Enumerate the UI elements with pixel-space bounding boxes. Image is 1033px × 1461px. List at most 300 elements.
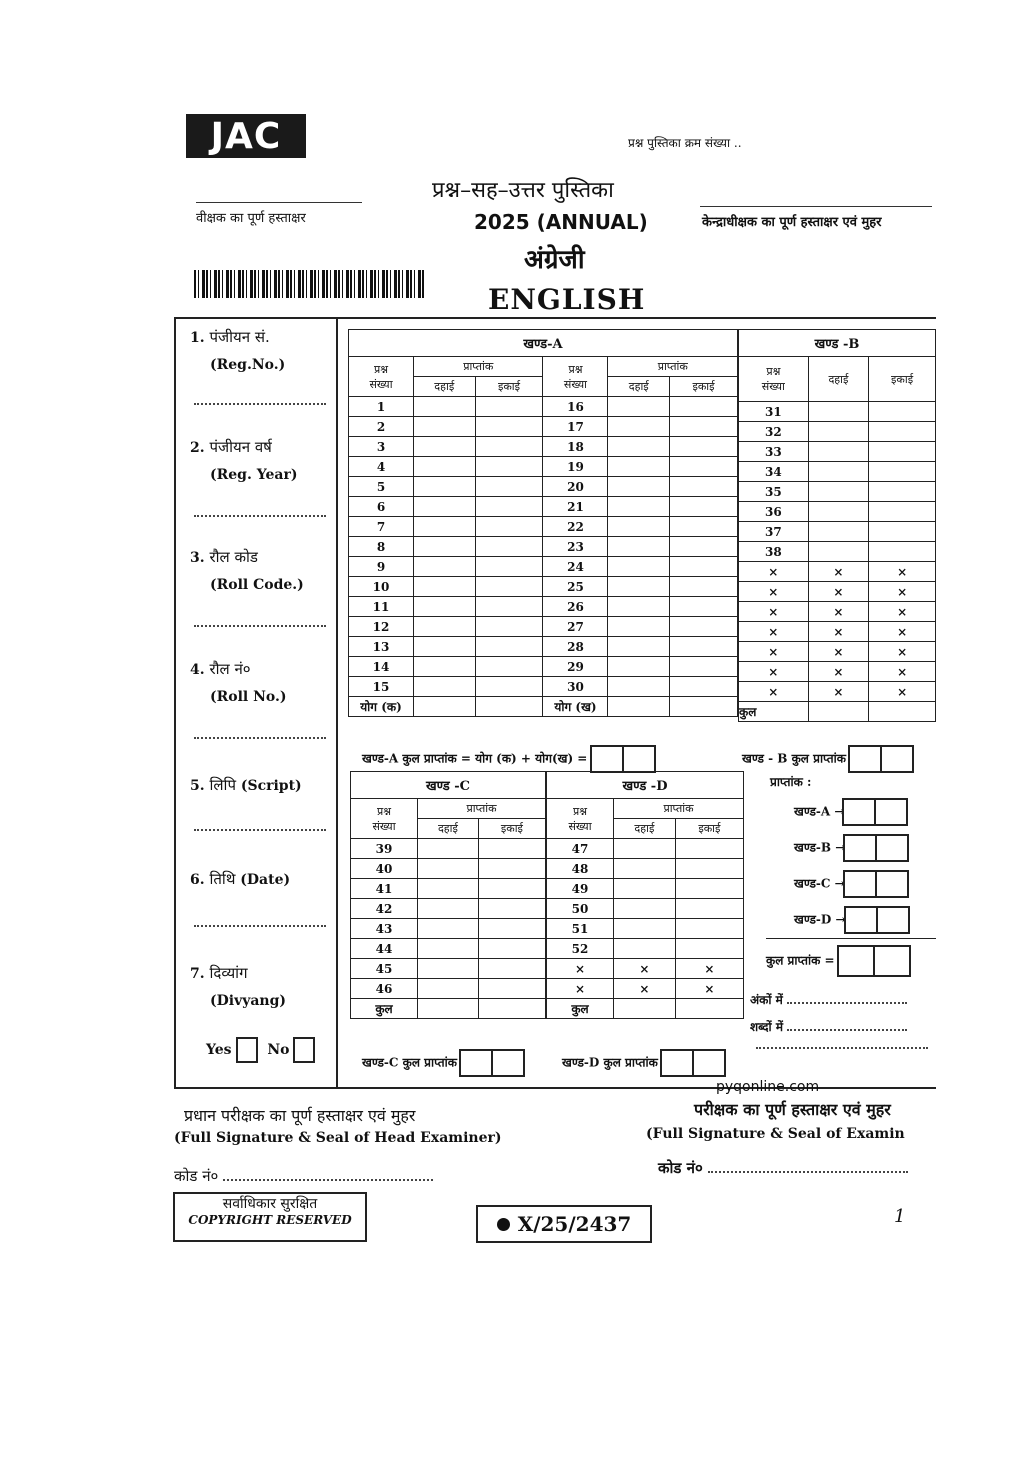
superintendent-sign-line [700,206,932,207]
cross-mark: × [739,662,809,682]
table-row [739,462,936,482]
question-number: 5 [349,477,414,497]
marks-cell[interactable] [670,657,738,677]
table-row [349,437,738,457]
table-row [739,542,936,562]
in-digits-input[interactable] [787,1002,907,1004]
question-number: 25 [543,577,608,597]
question-number: 14 [349,657,414,677]
cross-mark: × [808,682,869,702]
table-row [739,582,936,602]
marks-cell[interactable] [475,397,543,417]
marks-cell[interactable] [808,522,869,542]
question-number: 10 [349,577,414,597]
marks-cell[interactable] [608,617,670,637]
marks-cell[interactable] [475,697,543,717]
marks-header: प्राप्तांक [418,799,546,819]
q-no-header: प्रश्न संख्या [547,799,614,839]
cross-mark: × [739,642,809,662]
tens-header: दहाई [614,819,676,839]
marks-cell[interactable] [869,422,936,442]
marks-cell[interactable] [414,537,476,557]
cross-mark: × [869,642,936,662]
table-row [349,417,738,437]
units-header: इकाई [478,819,545,839]
table-row [547,859,744,879]
page-number: 1 [894,1206,906,1227]
table-row [351,979,546,999]
table-row [351,859,546,879]
question-number: 11 [349,597,414,617]
question-number: 17 [543,417,608,437]
cross-mark: × [869,622,936,642]
divyang-yes-box[interactable] [236,1037,258,1063]
marks-cell[interactable] [418,939,479,959]
section-b-rows [739,402,936,702]
marks-cell[interactable] [475,597,543,617]
marks-summary [750,773,936,1049]
cross-mark: × [739,582,809,602]
marks-cell[interactable] [675,859,743,879]
in-words-input-line-2[interactable] [756,1047,928,1049]
marks-cell[interactable] [608,577,670,597]
table-row [349,617,738,637]
cross-mark: × [547,959,614,979]
table-row [351,919,546,939]
table-row [547,919,744,939]
question-number: 9 [349,557,414,577]
question-number: 38 [739,542,809,562]
tens-header: दहाई [418,819,479,839]
head-examiner-code: कोड नं० [174,1166,433,1186]
table-row [349,457,738,477]
question-number: 19 [543,457,608,477]
grand-total-row: कुल प्राप्तांक = [766,938,936,977]
question-number: 30 [543,677,608,697]
summary-section-label: खण्ड-D [794,912,832,927]
units-header: इकाई [869,357,936,402]
marks-cell[interactable] [478,919,545,939]
section-a-rows [349,397,738,697]
summary-heading: प्राप्तांक : [770,775,812,789]
marks-cell[interactable] [414,517,476,537]
cross-mark: × [614,959,676,979]
tens-header: दहाई [414,377,476,397]
marks-cell[interactable] [414,657,476,677]
examiner-code: कोड नं० [658,1158,908,1178]
table-row [349,597,738,617]
marks-cell[interactable] [670,637,738,657]
booklet-serial-label: प्रश्न पुस्तिका क्रम संख्या .. [628,136,742,150]
marks-cell[interactable] [675,839,743,859]
question-number: 13 [349,637,414,657]
table-row [351,939,546,959]
table-row [349,637,738,657]
marks-cell[interactable] [418,979,479,999]
section-b-heading: खण्ड -B [739,330,936,357]
date-input[interactable] [194,925,326,927]
bullet-icon [497,1218,510,1231]
head-examiner-label-hi: प्रधान परीक्षक का पूर्ण हस्ताक्षर एवं मुहर [184,1106,416,1125]
marks-cell[interactable] [608,497,670,517]
marks-cell[interactable] [608,417,670,437]
marks-cell[interactable] [478,899,545,919]
question-number: 4 [349,457,414,477]
table-row [739,642,936,662]
marks-cell[interactable] [675,879,743,899]
marks-cell[interactable] [608,597,670,617]
table-row [349,557,738,577]
question-number: 46 [351,979,418,999]
section-d-heading: खण्ड -D [547,772,744,799]
cross-mark: × [675,979,743,999]
question-number: 23 [543,537,608,557]
marks-cell[interactable] [414,557,476,577]
marks-cell[interactable] [414,397,476,417]
marks-cell[interactable] [478,859,545,879]
sum-ka-label: योग (क) [349,697,414,717]
marks-cell[interactable] [670,437,738,457]
marks-cell[interactable] [670,477,738,497]
question-number: 16 [543,397,608,417]
marks-cell[interactable] [808,502,869,522]
superintendent-signature-label: केन्द्राधीक्षक का पूर्ण हस्ताक्षर एवं मुहर [702,215,882,230]
table-row [349,657,738,677]
roll-no-field: 4. रौल नं० (Roll No.) [190,660,287,705]
tens-header: दहाई [808,357,869,402]
script-field: 5. लिपि (Script) [190,776,302,794]
marks-cell[interactable] [670,417,738,437]
examiner-label-hi: परीक्षक का पूर्ण हस्ताक्षर एवं मुहर [694,1100,891,1119]
table-row [739,402,936,422]
question-number: 33 [739,442,809,462]
marks-cell[interactable] [414,417,476,437]
cross-mark: × [739,562,809,582]
marks-header: प्राप्तांक [414,357,543,377]
marks-cell[interactable] [670,557,738,577]
marks-cell[interactable] [608,537,670,557]
question-number: 34 [739,462,809,482]
marks-cell[interactable] [614,939,676,959]
marks-cell[interactable] [475,617,543,637]
marks-cell[interactable] [675,899,743,919]
marks-cell[interactable] [869,522,936,542]
question-number: 50 [547,899,614,919]
section-a-total-box[interactable] [592,745,656,773]
marks-cell[interactable] [475,437,543,457]
table-row [349,537,738,557]
section-c-total-box[interactable] [461,1049,525,1077]
table-row [547,939,744,959]
table-row [547,959,744,979]
section-d-total-box[interactable] [662,1049,726,1077]
marks-cell[interactable] [670,677,738,697]
marks-cell[interactable] [675,939,743,959]
marks-cell[interactable] [670,497,738,517]
marks-cell[interactable] [608,557,670,577]
marks-cell[interactable] [608,437,670,457]
marks-cell[interactable] [808,482,869,502]
summary-marks-box[interactable] [846,906,910,934]
question-number: 49 [547,879,614,899]
marks-cell[interactable] [608,397,670,417]
marks-cell[interactable] [475,637,543,657]
marks-cell[interactable] [418,859,479,879]
roll-code-field: 3. रौल कोड (Roll Code.) [190,548,304,593]
question-number: 35 [739,482,809,502]
reg-year-input[interactable] [194,515,326,517]
roll-no-input[interactable] [194,737,326,739]
cross-mark: × [808,662,869,682]
marks-cell[interactable] [418,959,479,979]
marks-cell[interactable] [475,677,543,697]
cross-mark: × [808,642,869,662]
marks-cell[interactable] [414,697,476,717]
marks-cell[interactable] [608,677,670,697]
cross-mark: × [869,682,936,702]
cross-mark: × [869,602,936,622]
marks-cell[interactable] [475,557,543,577]
table-row [739,622,936,642]
question-number: 29 [543,657,608,677]
marks-cell[interactable] [414,437,476,457]
section-c-rows [351,839,546,999]
marks-cell[interactable] [670,597,738,617]
question-number: 39 [351,839,418,859]
marks-cell[interactable] [808,422,869,442]
units-header: इकाई [475,377,543,397]
head-examiner-label-en: (Full Signature & Seal of Head Examiner) [174,1130,502,1146]
copyright-box [173,1192,367,1242]
marks-cell[interactable] [478,979,545,999]
examiner-label-en: (Full Signature & Seal of Examin [646,1126,905,1142]
roll-code-input[interactable] [194,625,326,627]
marks-cell[interactable] [670,537,738,557]
question-number: 15 [349,677,414,697]
marks-cell[interactable] [414,477,476,497]
marks-cell[interactable] [414,457,476,477]
divyang-options: Yes No [206,1037,315,1063]
marks-header: प्राप्तांक [608,357,738,377]
summary-section-label: खण्ड-B [794,840,832,855]
section-b-total-box[interactable] [850,745,914,773]
marks-cell[interactable] [475,537,543,557]
section-a-heading: खण्ड-A [349,330,738,357]
table-row [739,422,936,442]
marks-cell[interactable] [475,457,543,477]
copyright-hi: सर्वाधिकार सुरक्षित [222,1196,318,1212]
table-row [547,839,744,859]
table-row [349,577,738,597]
section-c-table [350,771,546,1019]
units-header: इकाई [670,377,738,397]
table-row [739,602,936,622]
marks-cell[interactable] [608,697,670,717]
section-d-total-row: खण्ड-D कुल प्राप्तांक [562,1049,726,1077]
question-number: 37 [739,522,809,542]
section-d-table [546,771,744,1019]
cross-mark: × [869,662,936,682]
marks-cell[interactable] [475,477,543,497]
marks-cell[interactable] [869,702,936,722]
subject-hindi: अंग्रेजी [524,245,585,275]
marks-cell[interactable] [670,617,738,637]
question-number: 44 [351,939,418,959]
marks-cell[interactable] [675,919,743,939]
summary-row [794,798,936,826]
question-number: 26 [543,597,608,617]
marks-cell[interactable] [608,457,670,477]
question-number: 20 [543,477,608,497]
head-examiner-code-input[interactable] [223,1179,433,1181]
question-number: 6 [349,497,414,517]
marks-cell[interactable] [869,402,936,422]
marks-cell[interactable] [869,542,936,562]
marks-cell[interactable] [414,497,476,517]
section-b-total-row: खण्ड - B कुल प्राप्तांक [742,745,914,773]
marks-cell[interactable] [414,597,476,617]
marks-cell[interactable] [808,542,869,562]
section-a-table [348,329,738,717]
reg-no-input[interactable] [194,403,326,405]
table-row [739,562,936,582]
summary-rows [750,798,936,934]
table-row [547,899,744,919]
marks-cell[interactable] [608,657,670,677]
marks-cell[interactable] [869,482,936,502]
sum-kha-label: योग (ख) [543,697,608,717]
arrow-icon: → [835,840,846,855]
marks-cell[interactable] [608,517,670,537]
question-number: 45 [351,959,418,979]
invigilator-sign-line [196,202,362,203]
script-input[interactable] [194,829,326,831]
divyang-no-box[interactable] [293,1037,315,1063]
marks-cell[interactable] [808,442,869,462]
marks-cell[interactable] [414,637,476,657]
table-row [739,502,936,522]
marks-cell[interactable] [808,702,869,722]
exam-year: 2025 (ANNUAL) [474,210,648,234]
marks-cell[interactable] [675,999,743,1019]
marks-cell[interactable] [475,577,543,597]
marks-cell[interactable] [608,477,670,497]
reg-no-field: 1. पंजीयन सं. (Reg.No.) [190,328,286,373]
marks-cell[interactable] [670,457,738,477]
booklet-title: प्रश्न–सह–उत्तर पुस्तिका [432,178,614,203]
marks-cell[interactable] [418,999,479,1019]
section-b-table [738,329,936,722]
question-number: 21 [543,497,608,517]
table-row [351,879,546,899]
question-number: 3 [349,437,414,457]
marks-cell[interactable] [808,402,869,422]
marks-cell[interactable] [614,899,676,919]
marks-cell[interactable] [869,502,936,522]
table-row [349,517,738,537]
q-no-header: प्रश्न संख्या [351,799,418,839]
marks-cell[interactable] [418,919,479,939]
question-number: 40 [351,859,418,879]
marks-cell[interactable] [475,497,543,517]
marks-cell[interactable] [608,637,670,657]
cross-mark: × [739,622,809,642]
in-words-row: शब्दों में [750,1018,936,1035]
summary-marks-box[interactable] [845,834,909,862]
marks-cell[interactable] [478,959,545,979]
summary-marks-box[interactable] [844,798,908,826]
marks-cell[interactable] [614,859,676,879]
question-number: 2 [349,417,414,437]
marks-cell[interactable] [670,577,738,597]
cross-mark: × [739,682,809,702]
marks-cell[interactable] [478,839,545,859]
marks-cell[interactable] [614,839,676,859]
marks-cell[interactable] [670,697,738,717]
marks-cell[interactable] [475,517,543,537]
table-row [351,839,546,859]
marks-cell[interactable] [475,657,543,677]
marks-cell[interactable] [869,442,936,462]
marks-cell[interactable] [614,919,676,939]
marks-cell[interactable] [475,417,543,437]
marks-cell[interactable] [418,839,479,859]
cross-mark: × [869,582,936,602]
marks-header: प्राप्तांक [614,799,744,819]
table-row [349,497,738,517]
question-number: 47 [547,839,614,859]
marks-cell[interactable] [478,939,545,959]
marks-cell[interactable] [414,677,476,697]
examiner-code-input[interactable] [708,1171,908,1173]
marks-cell[interactable] [614,879,676,899]
table-row [547,879,744,899]
cross-mark: × [739,602,809,622]
barcode [194,270,426,298]
in-words-input[interactable] [787,1029,907,1031]
marks-cell[interactable] [478,879,545,899]
section-d-rows [547,839,744,999]
marks-cell[interactable] [418,879,479,899]
question-number: 41 [351,879,418,899]
cross-mark: × [675,959,743,979]
question-number: 1 [349,397,414,417]
marks-cell[interactable] [418,899,479,919]
section-a-total-row: खण्ड-A कुल प्राप्तांक = योग (क) + योग(ख) = [362,745,656,773]
table-row [739,682,936,702]
table-row [349,677,738,697]
cross-mark: × [808,622,869,642]
divyang-field: 7. दिव्यांग (Divyang) [190,964,287,1009]
marks-cell[interactable] [478,999,545,1019]
marks-form [174,317,936,1089]
marks-cell[interactable] [414,577,476,597]
total-label: कुल [351,999,418,1019]
marks-cell[interactable] [614,999,676,1019]
tens-header: दहाई [608,377,670,397]
marks-cell[interactable] [414,617,476,637]
marks-cell[interactable] [670,517,738,537]
marks-cell[interactable] [808,462,869,482]
question-number: 27 [543,617,608,637]
grand-total-box[interactable] [839,945,911,977]
question-number: 12 [349,617,414,637]
question-number: 28 [543,637,608,657]
cross-mark: × [808,562,869,582]
summary-marks-box[interactable] [845,870,909,898]
marks-cell[interactable] [670,397,738,417]
marks-cell[interactable] [869,462,936,482]
